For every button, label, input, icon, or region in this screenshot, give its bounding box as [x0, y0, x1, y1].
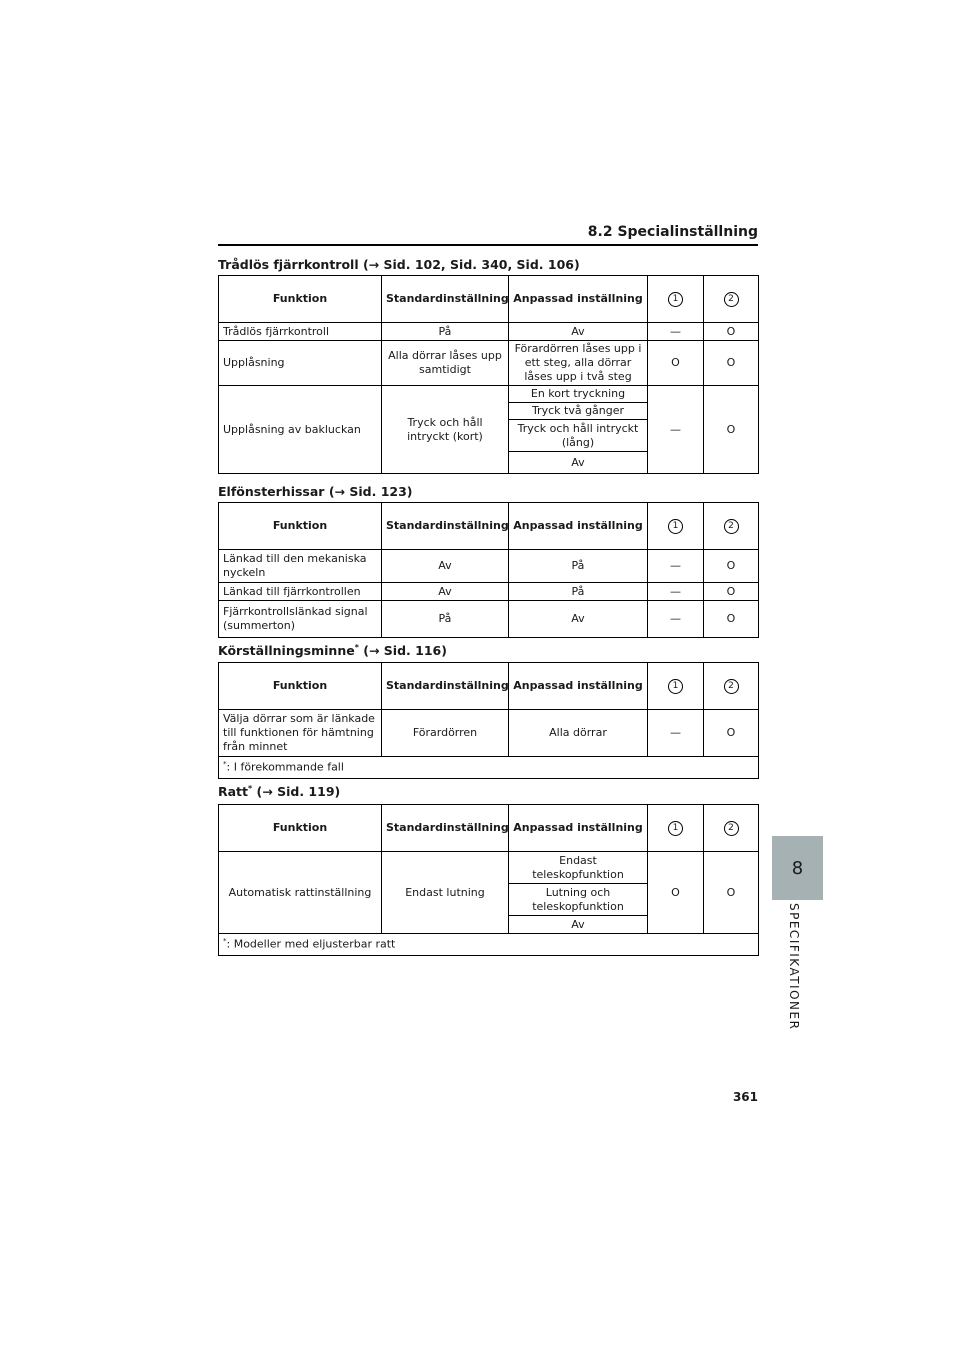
section-heading-power-windows: Elfönsterhissar (→ Sid. 123) — [218, 484, 413, 499]
footnote-asterisk: * — [223, 760, 227, 769]
col-header-circle-2: 2 — [724, 292, 739, 307]
cell-anpassad: Förardörren låses upp i ett steg, alla dörrar låses upp i två steg — [509, 341, 648, 386]
cell-funktion: Välja dörrar som är länkade till funktionen för hämtning från minnet — [219, 710, 382, 757]
col-header-circle-1: 1 — [668, 292, 683, 307]
table-driving-memory — [218, 662, 759, 779]
cell-c2: O — [704, 710, 759, 757]
section-header-title: 8.2 Specialinställning — [587, 224, 758, 240]
section-heading-wireless-remote: Trådlös fjärrkontroll (→ Sid. 102, Sid. 340, Sid. 106) — [218, 257, 580, 272]
cell-anpassad: På — [509, 550, 648, 583]
cell-option: Lutning och teleskopfunktion — [509, 884, 648, 916]
cell-standard: Alla dörrar låses upp samtidigt — [382, 341, 509, 386]
page-number: 361 — [732, 1090, 758, 1104]
table-header-row — [219, 503, 759, 550]
table-header-row — [219, 805, 759, 852]
footnote-asterisk: * — [223, 937, 227, 946]
cell-standard: Av — [382, 583, 509, 601]
table-header-row — [219, 663, 759, 710]
cell-anpassad: Alla dörrar — [509, 710, 648, 757]
cell-c2: O — [704, 341, 759, 386]
section-heading-driving-memory — [218, 643, 447, 658]
col-header-circle-1: 1 — [668, 519, 683, 534]
footnote-text: : I förekommande fall — [226, 760, 344, 774]
cell-c1: — — [648, 710, 704, 757]
table-row — [219, 386, 759, 403]
cell-option: En kort tryckning — [509, 386, 648, 403]
cell-c1: — — [648, 601, 704, 638]
cell-option: Av — [509, 916, 648, 934]
cell-funktion: Upplåsning av bakluckan — [219, 386, 382, 474]
cell-c1: — — [648, 583, 704, 601]
cell-c1: — — [648, 550, 704, 583]
cell-standard: På — [382, 601, 509, 638]
cell-c2: O — [704, 323, 759, 341]
col-header-standard: Standardinställning — [382, 503, 509, 550]
col-header-anpassad: Anpassad inställning — [509, 503, 648, 550]
col-header-anpassad: Anpassad inställning — [509, 663, 648, 710]
cell-c1: — — [648, 386, 704, 474]
cell-c2: O — [704, 583, 759, 601]
table-power-windows — [218, 502, 759, 638]
cell-option: Tryck och håll intryckt (lång) — [509, 420, 648, 452]
chapter-tab: 8 — [772, 836, 823, 900]
cell-c1: O — [648, 852, 704, 934]
cell-anpassad: Av — [509, 323, 648, 341]
table-wireless-remote — [218, 275, 759, 474]
col-header-anpassad: Anpassad inställning — [509, 805, 648, 852]
cell-option: Endast teleskopfunktion — [509, 852, 648, 884]
col-header-circle-1: 1 — [668, 821, 683, 836]
col-header-circle-2: 2 — [724, 821, 739, 836]
footnote — [219, 757, 759, 779]
col-header-circle-2: 2 — [724, 679, 739, 694]
table-row — [219, 550, 759, 583]
table-row — [219, 323, 759, 341]
col-header-funktion: Funktion — [219, 276, 382, 323]
cell-c2: O — [704, 852, 759, 934]
col-header-anpassad: Anpassad inställning — [509, 276, 648, 323]
cell-c2: O — [704, 550, 759, 583]
heading-ref: (→ Sid. 116) — [358, 643, 447, 659]
table-row — [219, 583, 759, 601]
col-header-standard: Standardinställning — [382, 276, 509, 323]
table-header-row — [219, 276, 759, 323]
table-row — [219, 852, 759, 884]
cell-c2: O — [704, 601, 759, 638]
cell-funktion: Fjärrkontrollslänkad signal (summerton) — [219, 601, 382, 638]
cell-funktion: Automatisk rattinställning — [219, 852, 382, 934]
col-header-circle-1: 1 — [668, 679, 683, 694]
cell-c1: — — [648, 323, 704, 341]
heading-text: Ratt — [218, 784, 249, 800]
cell-c2: O — [704, 386, 759, 474]
table-row — [219, 710, 759, 757]
footnote-row — [219, 757, 759, 779]
cell-standard: Endast lutning — [382, 852, 509, 934]
cell-standard: På — [382, 323, 509, 341]
header-rule — [218, 244, 758, 246]
table-row — [219, 601, 759, 638]
heading-text: Körställningsminne — [218, 643, 355, 659]
cell-anpassad: Av — [509, 601, 648, 638]
cell-standard: Av — [382, 550, 509, 583]
footnote-row — [219, 934, 759, 956]
cell-funktion: Trådlös fjärrkontroll — [219, 323, 382, 341]
cell-funktion: Upplåsning — [219, 341, 382, 386]
cell-funktion: Länkad till den mekaniska nyckeln — [219, 550, 382, 583]
cell-anpassad: På — [509, 583, 648, 601]
col-header-standard: Standardinställning — [382, 805, 509, 852]
heading-ref: (→ Sid. 119) — [252, 784, 341, 800]
cell-c1: O — [648, 341, 704, 386]
chapter-label: SPECIFIKATIONER — [787, 903, 801, 1031]
cell-standard: Förardörren — [382, 710, 509, 757]
col-header-standard: Standardinställning — [382, 663, 509, 710]
table-row — [219, 341, 759, 386]
col-header-funktion: Funktion — [219, 503, 382, 550]
col-header-funktion: Funktion — [219, 805, 382, 852]
cell-standard: Tryck och håll intryckt (kort) — [382, 386, 509, 474]
footnote-text: : Modeller med eljusterbar ratt — [226, 937, 396, 951]
cell-option: Av — [509, 452, 648, 474]
table-steering-wheel — [218, 804, 759, 956]
col-header-circle-2: 2 — [724, 519, 739, 534]
heading-asterisk: * — [248, 784, 253, 793]
heading-asterisk: * — [354, 643, 359, 652]
section-heading-steering-wheel — [218, 784, 340, 799]
footnote — [219, 934, 759, 956]
cell-option: Tryck två gånger — [509, 403, 648, 420]
cell-funktion: Länkad till fjärrkontrollen — [219, 583, 382, 601]
col-header-funktion: Funktion — [219, 663, 382, 710]
